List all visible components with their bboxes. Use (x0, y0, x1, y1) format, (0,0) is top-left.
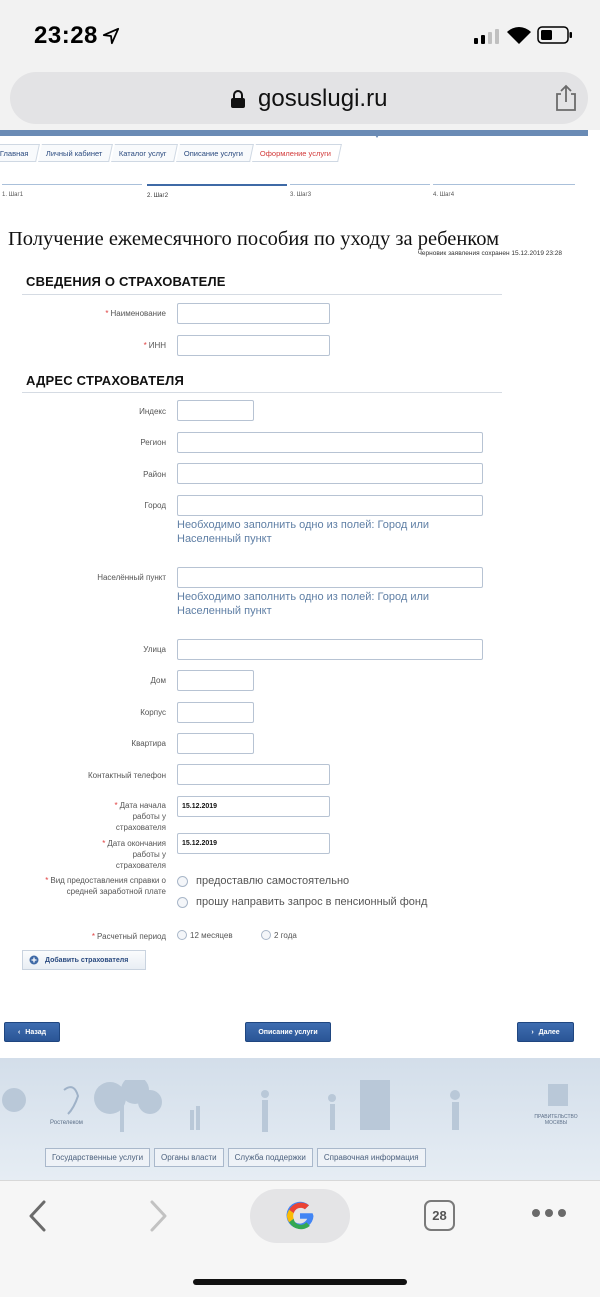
inn-label: * ИНН (143, 341, 166, 350)
forward-arrow-icon[interactable] (146, 1199, 170, 1233)
street-input[interactable] (177, 639, 483, 660)
house-input[interactable] (177, 670, 254, 691)
index-input[interactable] (177, 400, 254, 421)
service-description-button[interactable]: Описание услуги (245, 1022, 331, 1042)
phone-input[interactable] (177, 764, 330, 785)
status-time: 23:28 (34, 22, 98, 49)
apartment-label: Квартира (131, 739, 166, 748)
web-page (0, 130, 600, 1180)
city-hint: Необходимо заполнить одно из полей: Город или Населенный пункт (177, 519, 430, 545)
start-date-label: * Дата начала работы у страхователя (114, 801, 166, 832)
home-indicator (193, 1279, 407, 1285)
settlement-hint: Необходимо заполнить одно из полей: Город или Населенный пункт (177, 591, 430, 617)
page-title: Получение ежемесячного пособия по уходу за ребенком (8, 228, 500, 250)
building-input[interactable] (177, 702, 254, 723)
step-4: 4. Шаг4 (433, 184, 575, 200)
next-button[interactable]: › Далее (517, 1022, 574, 1042)
step-3: 3. Шаг3 (290, 184, 430, 200)
radio-button[interactable] (177, 897, 188, 908)
google-search-button[interactable] (250, 1189, 350, 1243)
breadcrumb-cabinet[interactable]: Личный кабинет (38, 144, 113, 162)
footer-illustration (0, 1080, 600, 1140)
browser-toolbar (0, 1180, 600, 1297)
building-label: Корпус (140, 708, 166, 717)
chevron-right-icon: › (531, 1028, 534, 1036)
radio-button[interactable] (177, 876, 188, 887)
inn-input[interactable] (177, 335, 330, 356)
index-label: Индекс (139, 407, 166, 416)
breadcrumb-current: Оформление услуги (252, 144, 342, 162)
start-date-input[interactable]: 15.12.2019 (177, 796, 330, 817)
footer-link-support[interactable]: Служба поддержки (228, 1148, 313, 1167)
region-input[interactable] (177, 432, 483, 453)
step-2: 2. Шаг2 (147, 184, 287, 200)
rostelecom-logo-text: Ростелеком (50, 1120, 83, 1126)
section-divider (22, 392, 502, 393)
radio-button[interactable] (177, 930, 187, 940)
breadcrumb (0, 144, 340, 162)
period-label: * Расчетный период (91, 932, 166, 941)
browser-address-bar (0, 70, 600, 130)
certificate-label: * Вид предоставления справки о средней заработной плате (45, 876, 166, 896)
back-button[interactable]: ‹ Назад (4, 1022, 60, 1042)
region-label: Регион (140, 438, 166, 447)
settlement-label: Населённый пункт (97, 573, 166, 582)
wifi-icon (506, 25, 532, 45)
section-divider (22, 294, 502, 295)
more-menu-icon[interactable] (532, 1209, 566, 1217)
site-footer (0, 1058, 600, 1180)
breadcrumb-home[interactable]: Главная (0, 144, 39, 162)
section-title-insurer: СВЕДЕНИЯ О СТРАХОВАТЕЛЕ (26, 274, 226, 289)
name-input[interactable] (177, 303, 330, 324)
step-1: 1. Шаг1 (2, 184, 142, 200)
radio-button[interactable] (261, 930, 271, 940)
back-arrow-icon[interactable] (26, 1199, 50, 1233)
end-date-label: * Дата окончания работы у страхователя (102, 839, 166, 870)
house-label: Дом (150, 676, 166, 685)
location-arrow-icon (102, 27, 120, 45)
certificate-option-self[interactable]: предоставлю самостоятельно (177, 875, 349, 887)
period-option-12-months[interactable]: 12 месяцев (177, 930, 233, 940)
city-label: Город (144, 501, 166, 510)
header-strip (0, 130, 588, 136)
footer-link-reference[interactable]: Справочная информация (317, 1148, 426, 1167)
certificate-option-pension-fund[interactable]: прошу направить запрос в пенсионный фонд (177, 896, 427, 908)
district-label: Район (143, 470, 166, 479)
google-icon (282, 1198, 318, 1234)
city-input[interactable] (177, 495, 483, 516)
district-input[interactable] (177, 463, 483, 484)
plus-circle-icon (29, 955, 39, 965)
section-title-address: АДРЕС СТРАХОВАТЕЛЯ (26, 373, 185, 388)
name-label: * Наименование (105, 309, 166, 318)
draft-saved-note: Черновик заявления сохранен 15.12.2019 23:28 (417, 250, 562, 257)
header-strip-notch (372, 130, 382, 138)
apartment-input[interactable] (177, 733, 254, 754)
footer-link-public-services[interactable]: Государственные услуги (45, 1148, 150, 1167)
footer-link-authorities[interactable]: Органы власти (154, 1148, 224, 1167)
breadcrumb-description[interactable]: Описание услуги (176, 144, 254, 162)
settlement-input[interactable] (177, 567, 483, 588)
url-field[interactable] (10, 72, 588, 124)
share-icon[interactable] (554, 84, 578, 112)
lock-icon (230, 90, 246, 108)
street-label: Улица (143, 645, 166, 654)
tabs-button[interactable]: 28 (424, 1200, 455, 1231)
step-progress (0, 184, 600, 200)
footer-links (45, 1148, 426, 1167)
chevron-left-icon: ‹ (17, 1028, 21, 1036)
cellular-signal-icon (474, 28, 499, 44)
end-date-input[interactable]: 15.12.2019 (177, 833, 330, 854)
url-text: gosuslugi.ru (258, 85, 388, 112)
battery-icon (537, 26, 573, 44)
period-option-2-years[interactable]: 2 года (261, 930, 297, 940)
breadcrumb-catalog[interactable]: Каталог услуг (111, 144, 177, 162)
status-bar (0, 0, 600, 70)
phone-label: Контактный телефон (88, 771, 166, 780)
moscow-government-logo-text: ПРАВИТЕЛЬСТВО МОСКВЫ (534, 1114, 578, 1126)
add-insurer-button[interactable]: Добавить страхователя (22, 950, 146, 970)
